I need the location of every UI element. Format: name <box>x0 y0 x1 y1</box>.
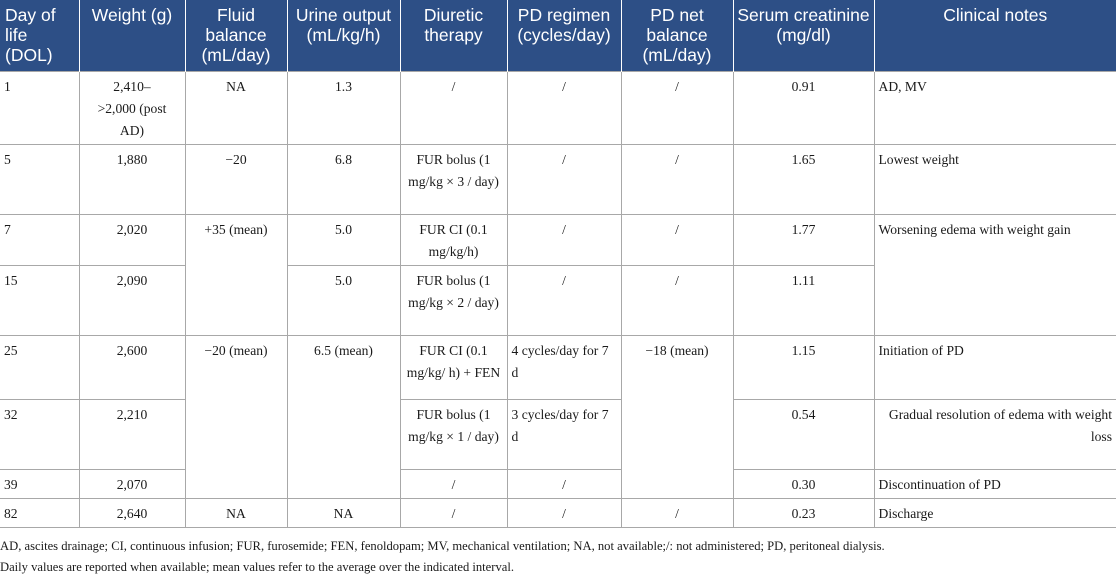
cell-serum-creatinine: 0.54 <box>733 399 874 469</box>
cell-pd-regimen: / <box>507 144 621 214</box>
cell-serum-creatinine: 1.15 <box>733 335 874 399</box>
cell-serum-creatinine: 1.77 <box>733 214 874 265</box>
cell-diuretic-therapy: FUR bolus (1 mg/kg × 1 / day) <box>400 399 507 469</box>
cell-pd-net-balance: / <box>621 214 733 265</box>
cell-urine-output: 5.0 <box>287 214 400 265</box>
cell-pd-net-balance: −18 (mean) <box>621 335 733 498</box>
cell-serum-creatinine: 0.23 <box>733 498 874 527</box>
cell-pd-net-balance: / <box>621 265 733 335</box>
table-footnotes <box>0 536 1116 578</box>
cell-weight: 2,070 <box>79 469 185 498</box>
cell-fluid-balance: NA <box>185 498 287 527</box>
cell-pd-regimen: 3 cycles/day for 7 d <box>507 399 621 469</box>
table-row <box>0 144 1116 214</box>
cell-serum-creatinine: 1.65 <box>733 144 874 214</box>
header-pd-regimen: PD regimen (cycles/day) <box>507 0 621 71</box>
header-diuretic-therapy: Diuretic therapy <box>400 0 507 71</box>
cell-urine-output: NA <box>287 498 400 527</box>
cell-dol: 1 <box>0 71 79 144</box>
table-row <box>0 469 1116 498</box>
table-row <box>0 399 1116 469</box>
cell-weight: 2,600 <box>79 335 185 399</box>
cell-urine-output: 6.5 (mean) <box>287 335 400 498</box>
header-clinical-notes: Clinical notes <box>874 0 1116 71</box>
cell-dol: 5 <box>0 144 79 214</box>
cell-pd-regimen: / <box>507 265 621 335</box>
table-row <box>0 335 1116 399</box>
cell-urine-output: 1.3 <box>287 71 400 144</box>
cell-diuretic-therapy: / <box>400 71 507 144</box>
cell-pd-net-balance: / <box>621 498 733 527</box>
header-dol: Day of life (DOL) <box>0 0 79 71</box>
cell-diuretic-therapy: FUR CI (0.1 mg/kg/ h) + FEN <box>400 335 507 399</box>
cell-clinical-notes: Gradual resolution of edema with weight loss <box>874 399 1116 469</box>
cell-pd-regimen: / <box>507 469 621 498</box>
cell-weight: 1,880 <box>79 144 185 214</box>
table-row <box>0 214 1116 265</box>
cell-diuretic-therapy: FUR bolus (1 mg/kg × 3 / day) <box>400 144 507 214</box>
cell-dol: 15 <box>0 265 79 335</box>
table-header <box>0 0 1116 71</box>
header-fluid-balance: Fluid balance (mL/day) <box>185 0 287 71</box>
cell-weight: 2,020 <box>79 214 185 265</box>
header-weight: Weight (g) <box>79 0 185 71</box>
cell-clinical-notes: Discharge <box>874 498 1116 527</box>
cell-fluid-balance: +35 (mean) <box>185 214 287 335</box>
cell-clinical-notes: Lowest weight <box>874 144 1116 214</box>
cell-dol: 7 <box>0 214 79 265</box>
cell-diuretic-therapy: FUR bolus (1 mg/kg × 2 / day) <box>400 265 507 335</box>
header-row <box>0 0 1116 71</box>
cell-weight: 2,090 <box>79 265 185 335</box>
cell-pd-net-balance: / <box>621 71 733 144</box>
cell-fluid-balance: −20 <box>185 144 287 214</box>
cell-fluid-balance: −20 (mean) <box>185 335 287 498</box>
cell-weight: 2,410–>2,000 (post AD) <box>79 71 185 144</box>
cell-weight: 2,210 <box>79 399 185 469</box>
cell-dol: 32 <box>0 399 79 469</box>
cell-urine-output: 6.8 <box>287 144 400 214</box>
table-row <box>0 71 1116 144</box>
cell-fluid-balance: NA <box>185 71 287 144</box>
cell-diuretic-therapy: / <box>400 498 507 527</box>
cell-dol: 25 <box>0 335 79 399</box>
cell-dol: 39 <box>0 469 79 498</box>
cell-clinical-notes: Initiation of PD <box>874 335 1116 399</box>
cell-serum-creatinine: 0.30 <box>733 469 874 498</box>
cell-pd-net-balance: / <box>621 144 733 214</box>
footnote-values: Daily values are reported when available; mean values refer to the average over the indicated interval. <box>0 559 515 574</box>
cell-pd-regimen: / <box>507 71 621 144</box>
header-urine-output: Urine output (mL/kg/h) <box>287 0 400 71</box>
table-row <box>0 498 1116 527</box>
cell-diuretic-therapy: / <box>400 469 507 498</box>
cell-weight: 2,640 <box>79 498 185 527</box>
cell-diuretic-therapy: FUR CI (0.1 mg/kg/h) <box>400 214 507 265</box>
cell-dol: 82 <box>0 498 79 527</box>
header-pd-net-balance: PD net balance (mL/day) <box>621 0 733 71</box>
cell-pd-regimen: 4 cycles/day for 7 d <box>507 335 621 399</box>
cell-pd-regimen: / <box>507 214 621 265</box>
cell-serum-creatinine: 0.91 <box>733 71 874 144</box>
header-serum-creatinine: Serum creatinine (mg/dl) <box>733 0 874 71</box>
footnote-abbreviations: AD, ascites drainage; CI, continuous infusion; FUR, furosemide; FEN, fenoldopam; MV, mechanical ventilation; NA, not available;/: not administered; PD, peritoneal dialysis. <box>0 538 885 553</box>
table-body <box>0 71 1116 527</box>
cell-clinical-notes: Discontinuation of PD <box>874 469 1116 498</box>
cell-serum-creatinine: 1.11 <box>733 265 874 335</box>
cell-urine-output: 5.0 <box>287 265 400 335</box>
cell-pd-regimen: / <box>507 498 621 527</box>
cell-clinical-notes: Worsening edema with weight gain <box>874 214 1116 335</box>
cell-clinical-notes: AD, MV <box>874 71 1116 144</box>
